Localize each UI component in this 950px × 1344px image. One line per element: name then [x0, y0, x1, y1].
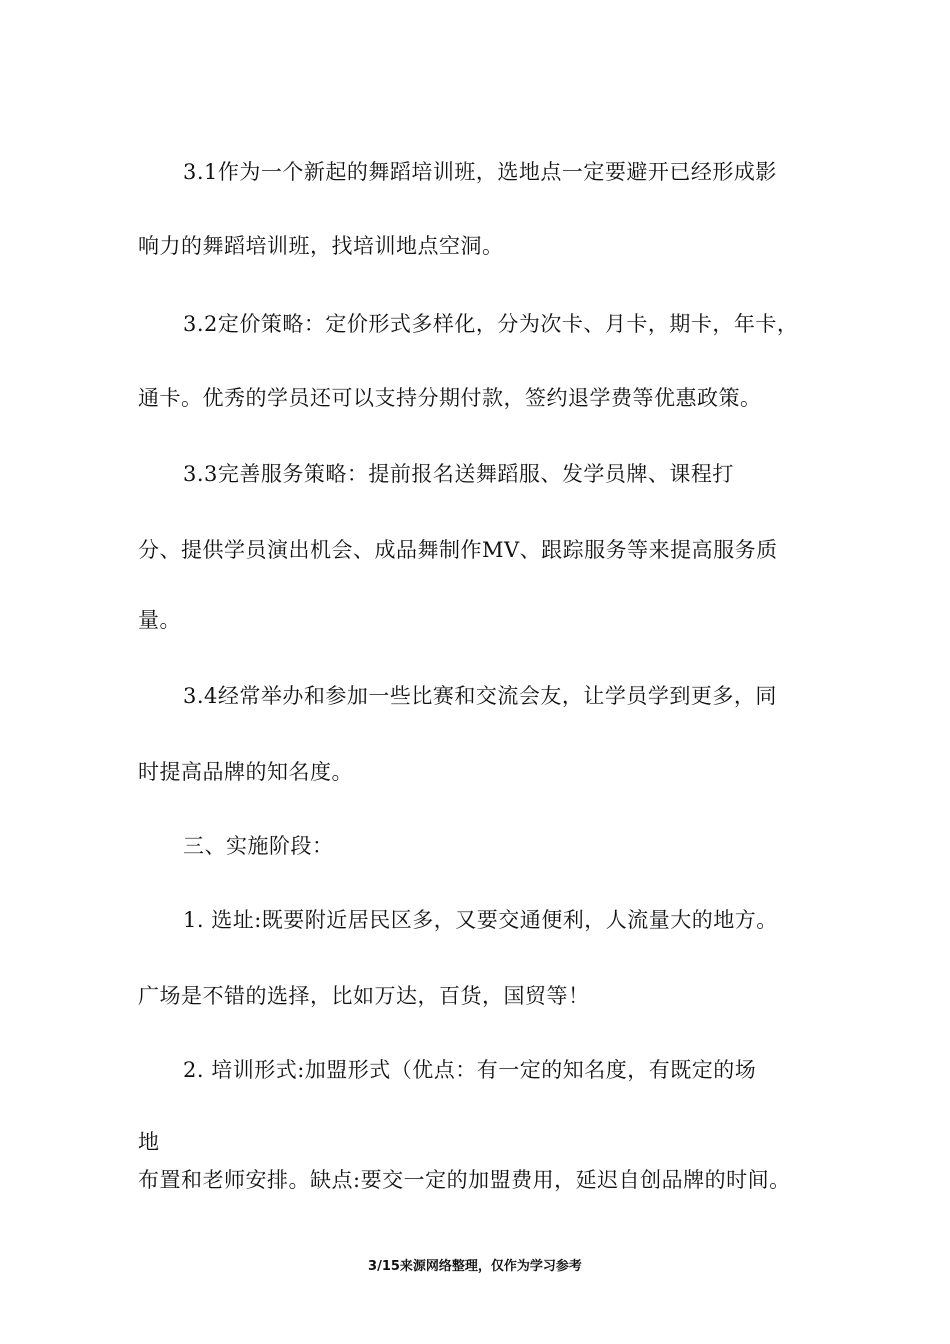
item-2-line-3: 布置和老师安排。缺点:要交一定的加盟费用，延迟自创品牌的时间。	[138, 1168, 791, 1192]
item-2-line-2: 地	[138, 1130, 160, 1154]
paragraph-3-3-line-1: 3.3完善服务策略：提前报名送舞蹈服、发学员牌、课程打	[183, 462, 734, 486]
paragraph-3-1-line-1: 3.1作为一个新起的舞蹈培训班，选地点一定要避开已经形成影	[183, 160, 777, 184]
item-1-line-1: 1. 选址:既要附近居民区多，又要交通便利，人流量大的地方。	[183, 908, 778, 932]
paragraph-3-4-line-2: 时提高品牌的知名度。	[138, 760, 353, 784]
paragraph-3-1-line-2: 响力的舞蹈培训班，找培训地点空洞。	[138, 234, 504, 258]
item-2-line-1: 2. 培训形式:加盟形式（优点：有一定的知名度，有既定的场	[183, 1058, 757, 1082]
item-1-line-2: 广场是不错的选择，比如万达，百货，国贸等！	[138, 984, 590, 1008]
paragraph-3-3-line-3: 量。	[138, 608, 181, 632]
paragraph-3-2-line-1: 3.2定价策略：定价形式多样化，分为次卡、月卡，期卡，年卡，	[183, 312, 799, 336]
paragraph-3-2-line-2: 通卡。优秀的学员还可以支持分期付款，签约退学费等优惠政策。	[138, 386, 762, 410]
page-footer: 3/15来源网络整理，仅作为学习参考	[368, 1259, 582, 1274]
paragraph-3-3-line-2: 分、提供学员演出机会、成品舞制作MV、跟踪服务等来提高服务质	[138, 538, 778, 562]
section-heading-implementation: 三、实施阶段：	[183, 834, 334, 858]
paragraph-3-4-line-1: 3.4经常举办和参加一些比赛和交流会友，让学员学到更多，同	[183, 684, 777, 708]
